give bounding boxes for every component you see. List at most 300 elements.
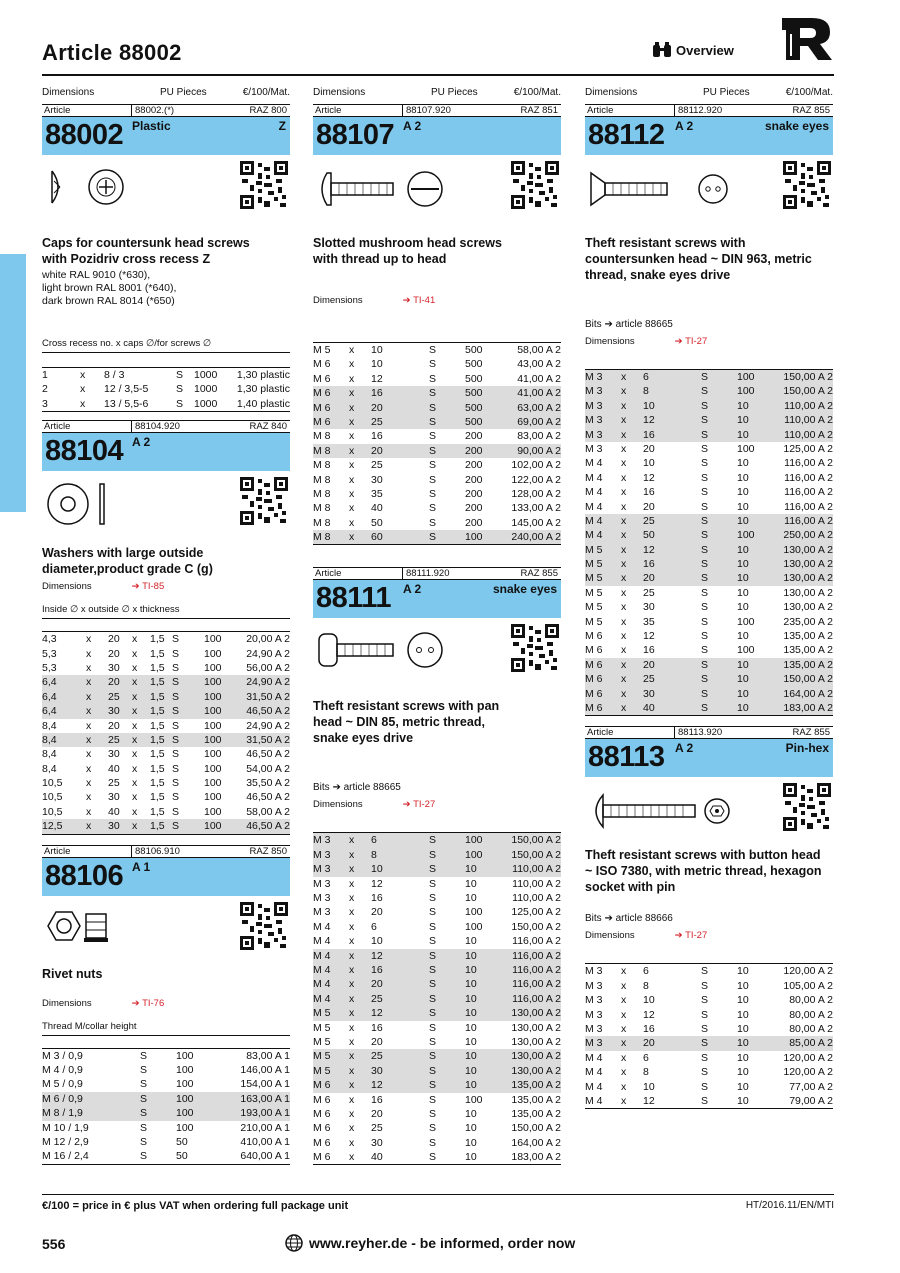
table-cell: 30 — [108, 661, 120, 674]
dimensions-ref[interactable] — [585, 930, 833, 941]
table-cell: 8 — [643, 979, 649, 992]
article-code: 88113.920 — [678, 727, 723, 739]
table-cell: 12 / 3,5-5 — [104, 383, 149, 396]
col-pu: PU Pieces — [160, 87, 207, 98]
table-cell: x — [621, 457, 627, 470]
table-cell: 5,3 — [42, 647, 57, 660]
table-cell: S — [701, 673, 709, 686]
product-description: Caps for countersunk head screws with Pozidriv cross recess Z — [42, 236, 250, 266]
table-cell: 12,5 — [42, 820, 63, 833]
table-cell: 116,00 A 2 — [784, 500, 833, 513]
table-cell: 210,00 A 1 — [240, 1121, 290, 1134]
table-row — [585, 687, 833, 701]
column-header — [313, 86, 561, 100]
dimensions-link[interactable]: ➔ TI-41 — [402, 295, 436, 306]
dimensions-ref[interactable] — [42, 581, 290, 592]
reyher-logo — [778, 16, 834, 62]
table-cell: S — [701, 543, 709, 556]
table-cell: 10 — [737, 687, 749, 700]
cap-drawing — [46, 165, 136, 209]
table-cell: x — [86, 748, 92, 761]
table-cell: 16 — [643, 486, 655, 499]
globe-icon — [285, 1234, 303, 1252]
dimensions-link[interactable]: ➔ TI-85 — [131, 581, 165, 593]
table-cell: x — [349, 344, 355, 356]
table-cell: 110,00 A 2 — [784, 428, 833, 441]
table-row — [313, 1093, 561, 1107]
website-link[interactable] — [285, 1234, 575, 1252]
table-cell: x — [349, 1079, 355, 1092]
table-row — [585, 442, 833, 456]
table-cell: 1,5 — [150, 676, 165, 689]
table-cell: 10 — [737, 673, 749, 686]
table-cell: 10 — [643, 994, 655, 1007]
table-cell: S — [701, 572, 709, 585]
table-cell: M 6 — [313, 401, 331, 414]
table-row — [313, 905, 561, 919]
table-cell: S — [701, 601, 709, 614]
dimensions-link[interactable]: ➔ TI-27 — [402, 799, 436, 811]
table-cell: x — [621, 385, 627, 398]
product-description: Slotted mushroom head screws with thread up to head — [313, 236, 502, 266]
table-cell: x — [349, 516, 355, 529]
table-cell: x — [349, 415, 355, 428]
table-cell: 10 — [737, 1037, 749, 1050]
table-cell: 200 — [465, 444, 483, 457]
table-cell: S — [701, 428, 709, 441]
table-row — [585, 485, 833, 499]
table-row — [313, 920, 561, 934]
table-cell: 200 — [465, 473, 483, 486]
table-cell: 10 — [737, 586, 749, 599]
table-cell: 1,5 — [150, 705, 165, 718]
table-cell: 12 — [371, 372, 383, 385]
table-cell: S — [140, 1064, 148, 1077]
table-cell: x — [349, 906, 355, 919]
table-cell: S — [701, 965, 709, 978]
table-cell: 1,5 — [150, 820, 165, 833]
table-cell: 100 — [204, 748, 222, 761]
table-cell: 500 — [465, 387, 483, 400]
table-cell: 135,00 A 2 — [783, 644, 833, 657]
table-cell: 10,5 — [42, 777, 63, 790]
table-row — [42, 1121, 290, 1135]
table-cell: S — [429, 401, 437, 414]
table-cell: x — [349, 502, 355, 515]
table-cell: x — [132, 762, 138, 775]
table-cell: x — [349, 531, 355, 544]
table-cell: 20 — [371, 1107, 383, 1120]
table-cell: 100 — [204, 805, 222, 818]
table-cell: 116,00 A 2 — [784, 471, 833, 484]
table-cell: 10 — [465, 892, 477, 905]
table-cell: 130,00 A 2 — [511, 1035, 561, 1048]
table-cell: 150,00 A 2 — [511, 834, 561, 847]
table-cell: x — [86, 690, 92, 703]
table-cell: 110,00 A 2 — [512, 892, 561, 905]
table-row — [313, 949, 561, 963]
table-cell: M 5 — [313, 1050, 331, 1063]
table-cell: M 3 — [585, 428, 603, 441]
table-cell: 163,00 A 1 — [240, 1092, 290, 1105]
table-cell: 10 — [643, 457, 655, 470]
table-cell: S — [140, 1049, 148, 1062]
table-cell: x — [132, 820, 138, 833]
article-band — [585, 739, 833, 777]
table-cell: 10 — [737, 1008, 749, 1021]
table-cell: 116,00 A 2 — [784, 457, 833, 470]
table-cell: 10 — [465, 1021, 477, 1034]
table-cell: x — [132, 705, 138, 718]
table-cell: 20 — [108, 647, 120, 660]
article-label: Article — [42, 421, 132, 432]
table-cell: M 8 — [313, 487, 331, 500]
dimensions-link[interactable]: ➔ TI-27 — [674, 336, 708, 347]
bits-ref[interactable]: Bits ➔ article 88666 — [585, 913, 673, 925]
table-cell: x — [132, 733, 138, 746]
table-cell: x — [621, 1094, 627, 1107]
table-cell: M 6 — [313, 1151, 331, 1164]
table-cell: M 5 — [585, 558, 603, 571]
table-cell: M 4 — [313, 963, 331, 976]
table-cell: 10,5 — [42, 791, 63, 804]
qr-code[interactable] — [783, 783, 831, 831]
table-cell: S — [172, 719, 180, 732]
table-cell: 100 — [176, 1078, 194, 1091]
table-row — [42, 719, 290, 733]
table-cell: x — [621, 687, 627, 700]
dimensions-ref[interactable] — [313, 799, 561, 810]
table-cell: x — [86, 791, 92, 804]
table-cell: M 3 — [313, 863, 331, 876]
table-cell: S — [172, 791, 180, 804]
table-cell: 20 — [643, 1037, 655, 1050]
table-cell: M 3 — [313, 877, 331, 890]
table-cell: 77,00 A 2 — [789, 1080, 833, 1093]
table-cell: S — [701, 1022, 709, 1035]
dimensions-label: Dimensions — [585, 930, 635, 942]
table-cell: x — [349, 935, 355, 948]
table-cell: 200 — [465, 487, 483, 500]
table-cell: 100 — [737, 442, 755, 455]
column-1 — [42, 86, 290, 1165]
dimensions-ref[interactable] — [585, 336, 833, 347]
table-cell: 10 — [737, 471, 749, 484]
table-row — [313, 1136, 561, 1150]
table-cell: x — [349, 473, 355, 486]
article-header — [313, 104, 561, 117]
table-cell: 1,5 — [150, 748, 165, 761]
table-cell: 80,00 A 2 — [789, 994, 833, 1007]
table-cell: S — [701, 486, 709, 499]
table-cell: S — [429, 863, 437, 876]
table-cell: 100 — [465, 1093, 483, 1106]
table-row — [313, 848, 561, 862]
table-cell: M 3 — [585, 399, 603, 412]
article-number: 88104 — [45, 435, 124, 468]
table-cell: M 4 — [313, 978, 331, 991]
qr-code[interactable] — [240, 161, 288, 209]
table-cell: 10 — [643, 1080, 655, 1093]
table-cell: x — [132, 791, 138, 804]
table-row — [42, 733, 290, 747]
table-cell: 10 — [465, 1136, 477, 1149]
table-cell: 10 — [465, 1007, 477, 1020]
table-cell: 80,00 A 2 — [789, 1022, 833, 1035]
rivet-nut-drawing — [44, 908, 114, 952]
pan-head-screw-drawing — [315, 628, 465, 672]
table-cell: 135,00 A 2 — [511, 1107, 561, 1120]
table-cell: S — [172, 647, 180, 660]
table-cell: 10 — [737, 1051, 749, 1064]
table-row — [585, 1051, 833, 1065]
table-row — [42, 1077, 290, 1091]
header-rule — [42, 74, 834, 76]
table-row — [585, 701, 833, 715]
table-cell: 100 — [204, 661, 222, 674]
article-label: Article — [585, 105, 675, 116]
table-cell: M 4 — [313, 949, 331, 962]
table-cell: 116,00 A 2 — [784, 486, 833, 499]
table-cell: 69,00 A 2 — [517, 415, 561, 428]
table-cell: 43,00 A 2 — [517, 358, 561, 371]
table-cell: M 3 — [313, 834, 331, 847]
table-cell: x — [86, 647, 92, 660]
qr-code[interactable] — [240, 477, 288, 525]
table-cell: S — [429, 1093, 437, 1106]
table-cell: 40 — [371, 1151, 383, 1164]
table-cell: x — [349, 920, 355, 933]
table-row — [313, 372, 561, 386]
col-dimensions: Dimensions — [42, 87, 95, 98]
dimensions-link[interactable]: ➔ TI-76 — [131, 997, 165, 1009]
table-cell: S — [429, 1035, 437, 1048]
table-cell: M 16 / 2,4 — [42, 1150, 89, 1163]
note-line: white RAL 9010 (*630), — [42, 269, 151, 281]
table-cell: 12 — [643, 1094, 655, 1107]
table-cell: 12 — [371, 949, 383, 962]
table-cell: 10 — [737, 658, 749, 671]
table-cell: S — [140, 1078, 148, 1091]
table-cell: M 8 — [313, 430, 331, 443]
table-cell: 150,00 A 2 — [783, 385, 833, 398]
table-cell: x — [621, 371, 627, 383]
table-row — [42, 1063, 290, 1077]
bits-ref[interactable]: Bits ➔ article 88665 — [585, 319, 673, 330]
article-header — [42, 104, 290, 117]
table-cell: M 4 — [585, 1080, 603, 1093]
article-label: Article — [313, 105, 403, 116]
table-cell: x — [621, 658, 627, 671]
table-cell: S — [429, 1122, 437, 1135]
table-cell: 25 — [643, 514, 655, 527]
table-cell: 30 — [371, 1136, 383, 1149]
table-cell: 100 — [204, 820, 222, 833]
table-cell: x — [621, 414, 627, 427]
article-type: snake eyes — [764, 119, 829, 133]
washer-drawing — [44, 479, 114, 529]
table-cell: x — [132, 719, 138, 732]
table-cell: 10 — [465, 1050, 477, 1063]
table-cell: 235,00 A 2 — [783, 615, 833, 628]
table-cell: 130,00 A 2 — [783, 543, 833, 556]
table-cell: x — [349, 949, 355, 962]
table-cell: S — [429, 444, 437, 457]
table-cell: 6 — [643, 1051, 649, 1064]
table-row — [585, 528, 833, 542]
table-cell: M 6 — [585, 644, 603, 657]
table-row — [42, 1106, 290, 1120]
table-cell: 25 — [108, 690, 120, 703]
side-tab — [0, 254, 26, 512]
col-dimensions: Dimensions — [585, 87, 638, 98]
qr-code[interactable] — [783, 161, 831, 209]
table-cell: S — [701, 457, 709, 470]
table-cell: 30 — [643, 687, 655, 700]
table-cell: 20 — [371, 444, 383, 457]
table-row — [585, 543, 833, 557]
table-cell: x — [349, 992, 355, 1005]
table-cell: S — [429, 935, 437, 948]
table-cell: x — [80, 397, 86, 410]
table-cell: 10 — [737, 558, 749, 571]
table-cell: S — [176, 383, 184, 396]
table-cell: S — [429, 1021, 437, 1034]
col-pu: PU Pieces — [431, 87, 478, 98]
table-cell: 10 — [737, 399, 749, 412]
table-cell: S — [429, 487, 437, 500]
table-cell: 25 — [108, 733, 120, 746]
table-cell: 10 — [465, 1107, 477, 1120]
article-label: Article — [313, 568, 403, 579]
table-cell: 130,00 A 2 — [783, 572, 833, 585]
article-label: Article — [42, 846, 132, 857]
article-type: snake eyes — [492, 582, 557, 597]
table-cell: 12 — [643, 414, 655, 427]
table-cell: 40 — [371, 502, 383, 515]
table-cell: 154,00 A 1 — [240, 1078, 290, 1091]
table-cell: 10 — [465, 1151, 477, 1164]
table-cell: 146,00 A 1 — [240, 1064, 290, 1077]
table-cell: 8,4 — [42, 719, 57, 732]
table-cell: x — [349, 892, 355, 905]
dimensions-link[interactable]: ➔ TI-27 — [674, 930, 708, 942]
table-cell: x — [132, 647, 138, 660]
table-cell: x — [349, 401, 355, 414]
product-description: Theft resistant screws with pan head ~ DIN 85, metric thread, snake eyes drive — [313, 699, 500, 746]
table-cell: 1,5 — [150, 690, 165, 703]
table-cell: 4,3 — [42, 633, 57, 646]
article-raz: RAZ 850 — [249, 845, 287, 857]
table-cell: 500 — [465, 358, 483, 371]
table-cell: 100 — [737, 529, 755, 542]
dimensions-ref[interactable] — [42, 998, 290, 1009]
table-cell: S — [701, 1066, 709, 1079]
table-cell: 150,00 A 2 — [783, 371, 833, 383]
table-cell: 10 — [737, 701, 749, 714]
table-row — [42, 805, 290, 819]
table-cell: S — [429, 1107, 437, 1120]
table-cell: 100 — [204, 647, 222, 660]
table-cell: 50 — [371, 516, 383, 529]
table-cell: M 3 — [585, 385, 603, 398]
article-material: A 2 — [675, 741, 694, 756]
table-row — [585, 500, 833, 514]
table-cell: x — [80, 369, 86, 381]
table-cell: 10 — [465, 949, 477, 962]
table-cell: M 6 — [313, 1079, 331, 1092]
table-row — [585, 615, 833, 629]
table-cell: S — [701, 630, 709, 643]
table-cell: S — [429, 1064, 437, 1077]
table-cell: M 8 — [313, 444, 331, 457]
table-cell: x — [132, 661, 138, 674]
bits-ref[interactable]: Bits ➔ article 88665 — [313, 782, 401, 794]
table-cell: 100 — [176, 1049, 194, 1062]
table-cell: 130,00 A 2 — [783, 558, 833, 571]
table-cell: 1,5 — [150, 791, 165, 804]
table-row — [585, 428, 833, 442]
overview-link[interactable] — [652, 42, 734, 58]
column-header — [42, 86, 290, 100]
col-price: €/100/Mat. — [513, 87, 561, 98]
table-cell: M 4 — [585, 471, 603, 484]
table-cell: M 3 — [585, 414, 603, 427]
qr-code[interactable] — [240, 902, 288, 950]
table-cell: M 5 — [313, 1064, 331, 1077]
table-cell: 25 — [371, 1050, 383, 1063]
color-notes — [42, 269, 290, 308]
table-row — [313, 934, 561, 948]
table-cell: S — [701, 514, 709, 527]
col-pu: PU Pieces — [703, 87, 750, 98]
table-cell: M 4 — [585, 500, 603, 513]
table-cell: S — [701, 701, 709, 714]
table-row — [585, 1036, 833, 1050]
table-cell: S — [140, 1107, 148, 1120]
table-cell: 10 — [371, 935, 383, 948]
qr-code[interactable] — [511, 624, 559, 672]
table-cell: S — [701, 644, 709, 657]
table-cell: S — [172, 633, 180, 646]
table-cell: 120,00 A 2 — [783, 1066, 833, 1079]
product-description: Theft resistant screws with button head ~ ISO 7380, with metric thread, hexagon socket with pin — [585, 848, 822, 895]
table-cell: S — [176, 397, 184, 410]
table-row — [42, 1092, 290, 1106]
article-number: 88112 — [588, 119, 665, 151]
table-row — [585, 672, 833, 686]
table-row — [585, 979, 833, 993]
article-raz: RAZ 840 — [249, 421, 287, 433]
table-cell: 6 — [643, 371, 649, 383]
table-cell: 10 — [465, 978, 477, 991]
article-code: 88104.920 — [135, 421, 180, 433]
qr-code[interactable] — [511, 161, 559, 209]
table-cell: x — [349, 444, 355, 457]
table-cell: S — [701, 442, 709, 455]
table-cell: 58,00 A 2 — [517, 344, 561, 356]
table-cell: 10 — [465, 863, 477, 876]
table-cell: 116,00 A 2 — [512, 935, 561, 948]
dimensions-ref[interactable] — [313, 295, 561, 306]
table-cell: S — [701, 1080, 709, 1093]
table-cell: 1,5 — [150, 661, 165, 674]
table-row — [42, 1135, 290, 1149]
table-cell: S — [429, 1007, 437, 1020]
table-row — [313, 1035, 561, 1049]
table-row — [42, 690, 290, 704]
table-cell: 8 — [371, 848, 377, 861]
